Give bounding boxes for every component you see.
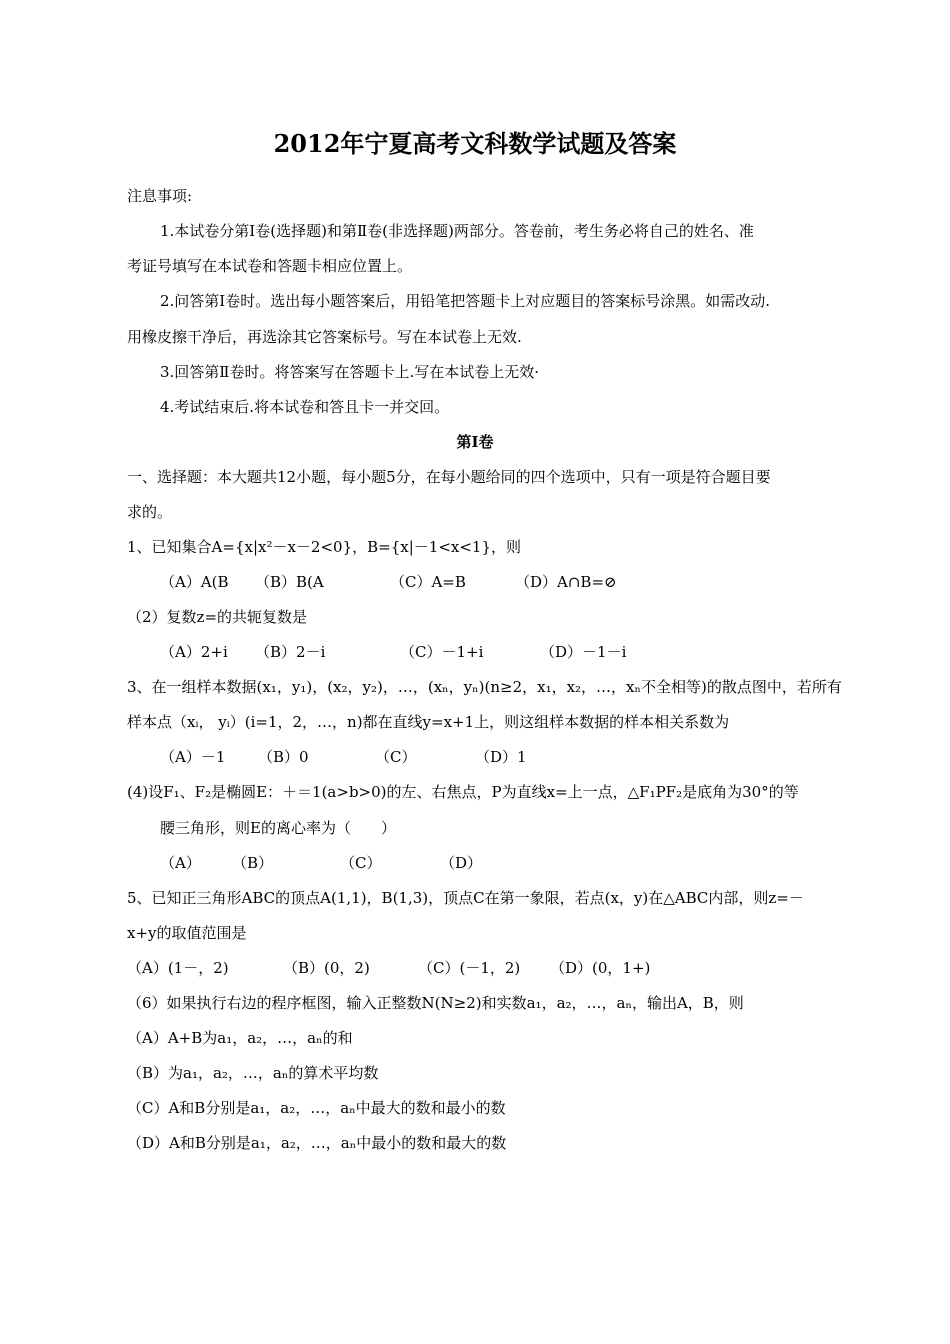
question-6-option-b: （B）为a₁，a₂，…，aₙ的算术平均数 (127, 1064, 379, 1082)
question-5-option-d: （D）(0，1+) (550, 959, 651, 977)
section-title: 第Ⅰ卷 (456, 433, 494, 451)
question-3-stem-line-1: 3、在一组样本数据(x₁，y₁)，(x₂，y₂)，…，(xₙ，yₙ)(n≥2，x₁，x₂，…，xₙ不全相等)的散点图中，若所有 (127, 678, 842, 696)
question-2-option-b: （B）2－i (255, 643, 326, 661)
page-title: 2012年宁夏高考文科数学试题及答案 (273, 129, 677, 158)
question-3-option-a: （A）－1 (160, 748, 226, 766)
question-5-stem-line-1: 5、已知正三角形ABC的顶点A(1,1)，B(1,3)，顶点C在第一象限，若点(x，y)在△ABC内部，则z=－ (127, 889, 804, 907)
note-2-line-1: 2.问答第Ⅰ卷时。选出每小题答案后，用铅笔把答题卡上对应题目的答案标号涂黑。如需改动. (160, 292, 771, 310)
question-3-option-b: （B）0 (258, 748, 309, 766)
question-4-stem-line-2: 腰三角形，则E的离心率为（ ） (160, 819, 396, 837)
question-5-option-c: （C）(－1，2) (418, 959, 521, 977)
question-1-stem: 1、已知集合A={x|x²－x－2<0}，B={x|－1<x<1}，则 (127, 538, 522, 556)
question-3-option-d: （D）1 (475, 748, 527, 766)
question-6-option-c: （C）A和B分别是a₁，a₂，…，aₙ中最大的数和最小的数 (127, 1099, 506, 1117)
question-5-option-a: （A）(1－，2) (127, 959, 229, 977)
question-5-option-b: （B）(0，2) (283, 959, 370, 977)
note-4: 4.考试结束后.将本试卷和答且卡一并交回。 (160, 398, 450, 416)
part1-intro-line-1: 一、选择题：本大题共12小题，每小题5分，在每小题给同的四个选项中，只有一项是符合题目要 (127, 468, 771, 486)
question-4-stem-line-1: (4)设F₁、F₂是椭圆E：＋＝1(a>b>0)的左、右焦点，P为直线x=上一点，△F₁PF₂是底角为30°的等 (127, 783, 799, 801)
question-4-option-a: （A） (160, 854, 201, 872)
note-1-line-2: 考证号填写在本试卷和答题卡相应位置上。 (127, 257, 413, 275)
note-1-line-1: 1.本试卷分第Ⅰ卷(选择题)和第Ⅱ卷(非选择题)两部分。答卷前，考生务必将自己的姓名、准 (160, 222, 754, 240)
question-3-stem-line-2: 样本点（xᵢ， yᵢ）(i=1，2，…，n)都在直线y=x+1上，则这组样本数据的样本相关系数为 (127, 713, 730, 731)
question-1-option-a: （A）A(B (160, 573, 229, 591)
question-6-option-d: （D）A和B分别是a₁，a₂，…，aₙ中最小的数和最大的数 (127, 1134, 507, 1152)
question-6-stem: （6）如果执行右边的程序框图，输入正整数N(N≥2)和实数a₁，a₂，…，aₙ，输出A，B，则 (127, 994, 744, 1012)
question-2-option-c: （C）－1+i (400, 643, 484, 661)
question-2-option-d: （D）－1－i (540, 643, 627, 661)
question-6-option-a: （A）A+B为a₁，a₂，…，aₙ的和 (127, 1029, 353, 1047)
question-1-option-c: （C）A=B (390, 573, 466, 591)
question-1-option-d: （D）A∩B=⊘ (515, 573, 617, 591)
question-2-option-a: （A）2+i (160, 643, 228, 661)
question-5-stem-line-2: x+y的取值范围是 (127, 924, 247, 942)
note-3: 3.回答第Ⅱ卷时。将答案写在答题卡上.写在本试卷上无效· (160, 363, 540, 381)
question-1-option-b: （B）B(A (255, 573, 324, 591)
part1-intro-line-2: 求的。 (127, 503, 173, 521)
note-2-line-2: 用橡皮擦干净后，再选涂其它答案标号。写在本试卷上无效. (127, 328, 522, 346)
question-4-option-d: （D） (440, 854, 483, 872)
notes-heading: 注息事项: (127, 187, 193, 205)
question-2-stem: （2）复数z=的共轭复数是 (127, 608, 308, 626)
question-4-option-c: （C） (340, 854, 382, 872)
question-3-option-c: （C） (375, 748, 417, 766)
question-4-option-b: （B） (232, 854, 274, 872)
